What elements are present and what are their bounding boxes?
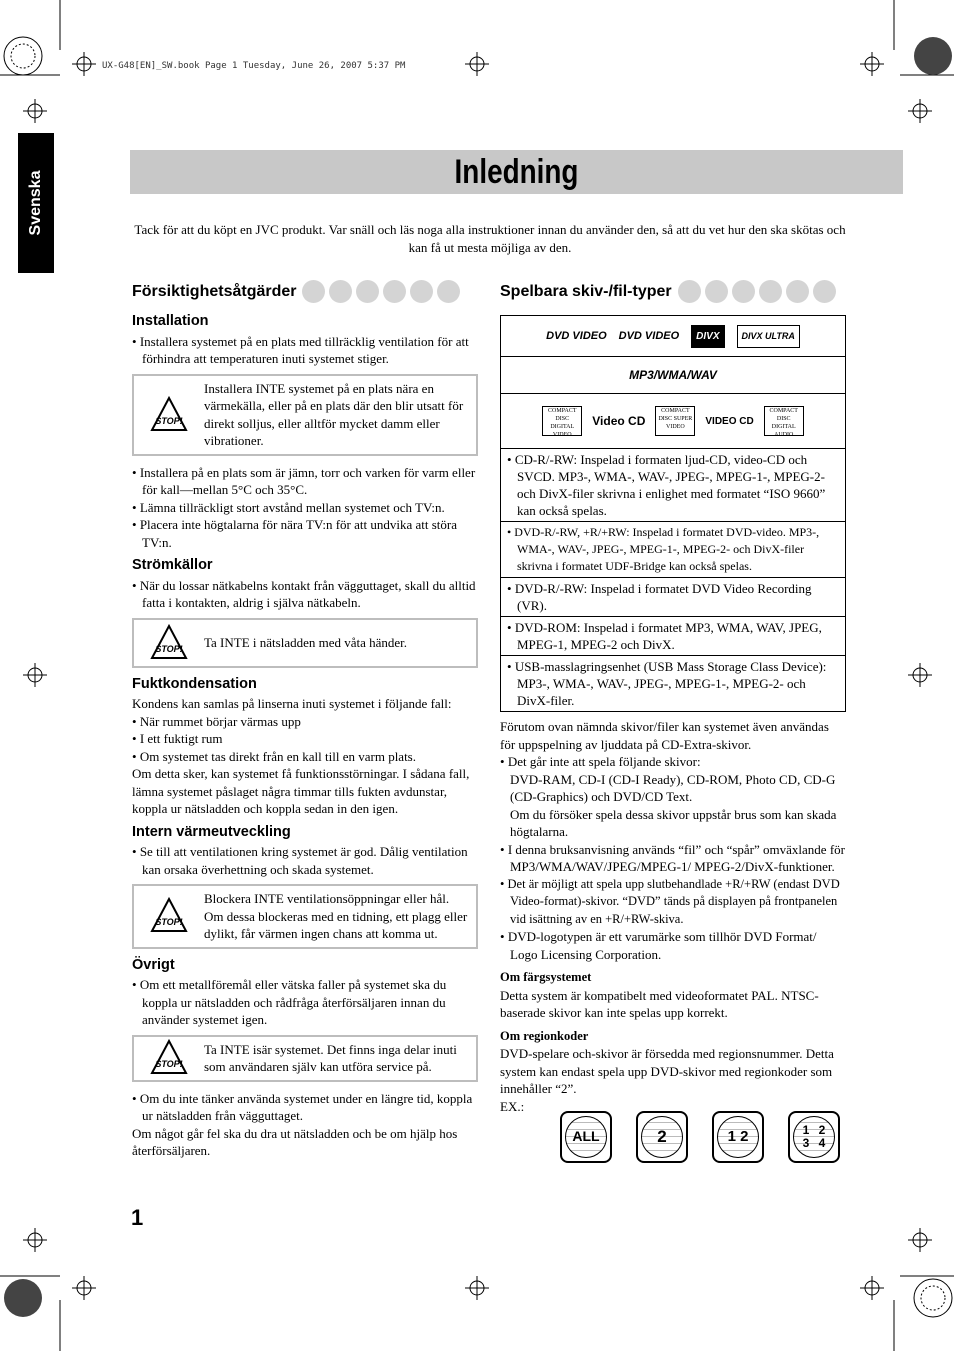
warning-box: STOP! Ta INTE isär systemet. Det finns inga delar inuti som användaren själv kan utföra service på. (132, 1035, 478, 1082)
region-icons (560, 1111, 846, 1163)
divx-logo: DIVX (691, 325, 724, 348)
logo-row-cd (503, 396, 843, 446)
region-2-icon: 2 (636, 1111, 688, 1163)
language-tab: Svenska (18, 133, 54, 273)
subheading-color-system: Om färgsystemet (500, 970, 592, 984)
subheading-other: Övrigt (132, 956, 175, 973)
svg-text:STOP!: STOP! (155, 415, 183, 426)
logo-row-dvd (503, 318, 843, 354)
video-cd-logo: Video CD (592, 413, 646, 428)
list-item: • Om systemet tas direkt från en kall till en varm plats. (132, 748, 478, 766)
list-item: • När du lossar nätkabelns kontakt från vägguttaget, skall du alltid fatta i kontakten, aldrig i själva nätkabeln. (132, 577, 478, 612)
region-1-2-3-4-icon: 1 2 3 4 (788, 1111, 840, 1163)
right-column: Spelbara skiv-/fil-typer DVD VIDEO DVD VIDEO DIVX DIVX ULTRA MP3/WMA/WAV COMPACT DISC DIGITAL VIDEO Video CD COMPACT DISC SUPER VIDEO VIDEO CD COMPACT DISC DIGITAL AUDIO • CD-R/-RW: Inspelad i formaten ljud-CD, video-CD och SVCD. MP3-, WMA-, WAV-, JPEG-, MPEG-1-, MPEG-2- och DivX-filer skrivna i enlighet med formatet “ISO 9660” kan också spelas. • DVD-R/-RW, +R/+RW: Inspelad i formatet DVD-video. MP3-, WMA-, WAV-, JPEG-, MPEG-1-, MPEG-2- och DivX-filer skrivna i formatet UDF-Bridge kan också spelas. • DVD-R/-RW: Inspelad i formatet DVD Video Recording (VR). • DVD-ROM: Inspelad i formatet MP3, WMA, WAV, JPEG, MPEG-1, MPEG-2 och DivX. • USB-masslagringsenhet (USB Mass Storage Class Device): MP3-, WMA-, WAV-, JPEG-, MPEG-1-, MPEG-2- och DivX-filer. Förutom ovan nämnda skivor/filer kan systemet även användas för uppspelning av ljuddata på CD-Extra-skivor. • Det går inte att spela följande skivor: DVD-RAM, CD-I (CD-I Ready), CD-ROM, Photo CD, CD-G (CD-Graphics) och DVD/CD Text. Om du försöker spela dessa skivor uppstår brus som kan skada högtalarna. • I denna bruksanvisning används “fil” och “spår” omväxlande för MP3/WMA/WAV/JPEG/MPEG-1/ MPEG-2/DivX-funktioner. • Det är möjligt att spela upp slutbehandlade +R/+RW (endast DVD Video-format)-skivor. “DVD” tänds på displayen på frontpanelen vid isättning av en +R/+RW-skiva. • DVD-logotypen är ett varumärke som tillhör DVD Format/ Logo Licensing Corporation. Om färgsystemet Detta system är kompatibelt med videoformatet PAL. NTSC-baserade skivor kan inte spelas upp korrekt. Om regionkoder DVD-spelare och-skivor är försedda med regionsnummer. Detta system kan endast spela upp DVD-skivor med regionkoder som innehåller “2”. EX.: ALL 2 1 2 1 2 3 4 (500, 280, 846, 1163)
list-item: • När rummet börjar värmas upp (132, 713, 478, 731)
svg-text:STOP!: STOP! (155, 917, 183, 928)
dvd-video-logo: DVD VIDEO (546, 329, 607, 342)
subheading-moisture: Fuktkondensation (132, 675, 257, 692)
page-title: Inledning (454, 153, 579, 191)
list-item: • Om du inte tänker använda systemet under en längre tid, koppla ur nätsladden från vägguttaget. (132, 1090, 478, 1125)
video-cd-logo: VIDEO CD (705, 415, 754, 427)
list-item: • Det är möjligt att spela upp slutbehandlade +R/+RW (endast DVD Video-format)-skivor. “DVD” tänds på displayen på frontpanelen vid isättning av en +R/+RW-skiva. (500, 876, 846, 929)
divx-ultra-logo: DIVX ULTRA (737, 325, 800, 348)
stop-hand-icon (134, 623, 204, 663)
subheading-power: Strömkällor (132, 557, 213, 573)
region-all-icon: ALL (560, 1111, 612, 1163)
stop-hand-icon (134, 896, 204, 936)
heading-dots (302, 280, 460, 303)
list-item: • Det går inte att spela följande skivor: (500, 753, 846, 771)
warning-box: STOP! Installera INTE systemet på en plats nära en värmekälla, eller på en plats där den blir utsatt för direkt solljus, eller alltför mycket damm eller vibrationer. (132, 374, 478, 456)
list-item: • Om ett metallföremål eller vätska faller på systemet ska du koppla ur nätsladden och rådfråga återförsäljaren innan du använder systemet igen. (132, 976, 478, 1029)
example-label: EX.: (500, 1098, 525, 1114)
subheading-heat: Intern värmeutveckling (132, 823, 291, 840)
compact-disc-logo: COMPACT DISC DIGITAL AUDIO (764, 406, 804, 436)
list-item: • DVD-logotypen är ett varumärke som tillhör DVD Format/ Logo Licensing Corporation. (500, 928, 846, 963)
left-column: Försiktighetsåtgärder Installation • Installera systemet på en plats med tillräcklig ventilation för att förhindra att temperaturen inuti systemet stiger. STOP! Installera INTE systemet på en plats nära en värmekälla, eller på en plats där den blir utsatt för direkt solljus, eller alltför mycket damm eller vibrationer. • Installera på en plats som är jämn, torr och varken för varm eller för kall—mellan 5°C och 35°C. • Lämna tillräckligt stort avstånd mellan systemet och TV:n. • Placera inte högtalarna för nära TV:n för att undvika att störa TV:n. Strömkällor • När du lossar nätkabelns kontakt från vägguttaget, skall du alltid fatta i kontakten, aldrig i själva nätkabeln. STOP! Ta INTE i nätsladden med våta händer. Fuktkondensation Kondens kan samlas på linserna inuti systemet i följande fall: • När rummet börjar värmas upp • I ett fuktigt rum • Om systemet tas direkt från en kall till en varm plats. Om detta sker, kan systemet få funktionsstörningar. I sådana fall, lämna systemet påslaget några timmar tills fukten avdunstar, koppla ur nätsladden och koppla sedan in den igen. Intern värmeutveckling • Se till att ventilationen kring systemet är god. Dålig ventilation kan orsaka överhettning och skada systemet. STOP! Blockera INTE ventilationsöppningar eller hål. Om dessa blockeras med en tidning, ett plagg eller dylikt, får värmen ingen chans att komma ut. Övrigt • Om ett metallföremål eller vätska faller på systemet ska du koppla ur nätsladden och rådfråga återförsäljaren innan du använder systemet igen. STOP! Ta INTE isär systemet. Det finns inga delar inuti som användaren själv kan utföra service på. • Om du inte tänker använda systemet under en längre tid, koppla ur nätsladden från vägguttaget. Om något går fel ska du dra ut nätsladden och be om hjälp hos återförsäljaren. (132, 280, 478, 1160)
table-row: • DVD-R/-RW, +R/+RW: Inspelad i formatet DVD-video. MP3-, WMA-, WAV-, JPEG-, MPEG-1-, MPEG-2- och DivX-filer skrivna i formatet UDF-Bridge kan också spelas. (507, 524, 839, 575)
dvd-video-logo: DVD VIDEO (618, 329, 680, 342)
section-heading-precautions: Försiktighetsåtgärder (132, 280, 478, 303)
intro-text: Tack för att du köpt en JVC produkt. Var snäll och läs noga alla instruktioner innan du använder den, så att du vet hur den ska skötas och kan få ut mesta möjliga av den. (134, 222, 846, 255)
compact-disc-logo: COMPACT DISC SUPER VIDEO (655, 406, 695, 436)
subheading-region-codes: Om regionkoder (500, 1028, 589, 1043)
table-row: • USB-masslagringsenhet (USB Mass Storage Class Device): MP3-, WMA-, WAV-, JPEG-, MPEG-1-, MPEG-2- och DivX-filer. (507, 658, 839, 709)
print-header: UX-G48[EN]_SW.book Page 1 Tuesday, June 26, 2007 5:37 PM (102, 61, 406, 71)
warning-box: STOP! Ta INTE i nätsladden med våta händer. (132, 618, 478, 668)
list-item: • Installera på en plats som är jämn, torr och varken för varm eller för kall—mellan 5°C och 35°C. (132, 464, 478, 499)
list-item: • I ett fuktigt rum (132, 730, 478, 748)
stop-hand-icon (134, 395, 204, 435)
section-heading-disc-types: Spelbara skiv-/fil-typer (500, 280, 846, 303)
svg-text:STOP!: STOP! (155, 1059, 183, 1069)
table-row: • DVD-R/-RW: Inspelad i formatet DVD Video Recording (VR). (507, 580, 839, 614)
list-item: • Installera systemet på en plats med tillräcklig ventilation för att förhindra att temperaturen inuti systemet stiger. (132, 333, 478, 368)
svg-text:STOP!: STOP! (155, 643, 183, 654)
mp3-wma-wav-logo: MP3/WMA/WAV (629, 367, 717, 382)
region-1-2-icon: 1 2 (712, 1111, 764, 1163)
page-number: 1 (131, 1205, 144, 1230)
table-row: • CD-R/-RW: Inspelad i formaten ljud-CD, video-CD och SVCD. MP3-, WMA-, WAV-, JPEG-, MPEG-1-, MPEG-2- och DivX-filer skrivna i enlighet med formatet “ISO 9660” kan också spelas. (507, 451, 839, 519)
list-item: • Se till att ventilationen kring systemet är god. Dålig ventilation kan orsaka överhettning och skada systemet. (132, 843, 478, 878)
list-item: • I denna bruksanvisning används “fil” och “spår” omväxlande för MP3/WMA/WAV/JPEG/MPEG-1/ MPEG-2/DivX-funktioner. (500, 841, 846, 876)
stop-hand-icon (134, 1038, 204, 1078)
heading-dots (678, 280, 836, 303)
table-row: • DVD-ROM: Inspelad i formatet MP3, WMA, WAV, JPEG, MPEG-1, MPEG-2 och DivX. (507, 619, 839, 653)
warning-box: STOP! Blockera INTE ventilationsöppningar eller hål. Om dessa blockeras med en tidning, ett plagg eller dylikt, får värmen ingen chans att komma ut. (132, 884, 478, 949)
compact-disc-logo: COMPACT DISC DIGITAL VIDEO (542, 406, 582, 436)
list-item: • Placera inte högtalarna för nära TV:n för att undvika att störa TV:n. (132, 516, 478, 551)
format-table (500, 315, 846, 712)
title-bar (130, 150, 903, 194)
logo-row-audio (503, 359, 843, 391)
list-item: • Lämna tillräckligt stort avstånd mellan systemet och TV:n. (132, 499, 478, 517)
subheading-installation: Installation (132, 313, 209, 329)
